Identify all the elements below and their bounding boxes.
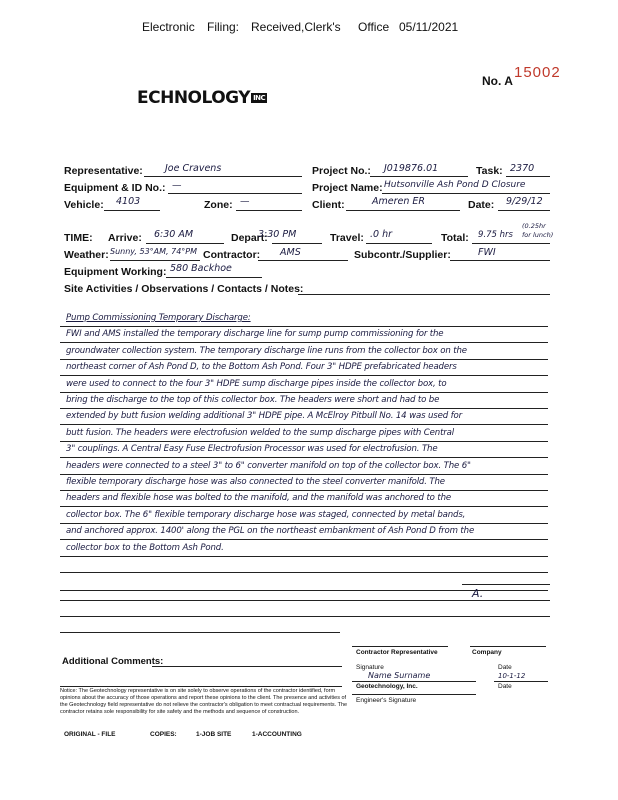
client-value: Ameren ER xyxy=(372,196,425,207)
travel-label: Travel: xyxy=(330,232,364,244)
additional-comments-label: Additional Comments: xyxy=(62,656,164,667)
footer-copies: COPIES: xyxy=(150,731,177,738)
client-label: Client: xyxy=(312,199,345,211)
company-label: Company xyxy=(472,649,502,656)
date-sig-label: Date xyxy=(498,664,512,671)
project-name-label: Project Name: xyxy=(312,182,383,194)
notes-text: butt fusion. The headers were electrofusion welded to the sump discharge pipes with Central xyxy=(66,427,455,438)
notes-text: 3" couplings. A Central Easy Fuse Electrofusion Processor was used for electrofusion. The xyxy=(66,444,438,455)
signature-line xyxy=(352,681,476,682)
travel-value: .0 hr xyxy=(370,229,393,240)
notes-text: bring the discharge to the top of this collector box. The headers were short and had to be xyxy=(66,395,440,405)
equipment-id-label: Equipment & ID No.: xyxy=(64,182,166,194)
blank-line xyxy=(60,600,550,601)
subcontr-underline xyxy=(450,260,550,261)
logo-suffix: INC xyxy=(253,94,266,102)
date-value: 9/29/12 xyxy=(506,196,543,207)
filing-received: Received,Clerk's xyxy=(251,20,341,34)
equipment-id-value: — xyxy=(172,180,182,191)
contractor-rep-line xyxy=(352,646,448,647)
arrive-label: Arrive: xyxy=(108,232,142,244)
time-label: TIME: xyxy=(64,232,93,244)
representative-label: Representative: xyxy=(64,165,143,177)
travel-underline xyxy=(366,243,432,244)
filing-office: Office xyxy=(358,20,390,34)
depart-value: 3:30 PM xyxy=(258,229,297,240)
vehicle-label: Vehicle: xyxy=(64,199,104,211)
initial-mark: A. xyxy=(472,587,484,600)
total-underline xyxy=(472,243,550,244)
zone-value: — xyxy=(240,196,250,207)
project-no-underline xyxy=(370,176,468,177)
project-name-underline xyxy=(382,193,550,194)
arrive-underline xyxy=(146,243,224,244)
footer-job-site: 1-JOB SITE xyxy=(196,731,232,738)
total-note-bottom: for lunch) xyxy=(522,231,554,239)
project-name-value: Hutsonville Ash Pond D Closure xyxy=(384,180,526,190)
additional-comments-line xyxy=(152,666,342,667)
weather-underline xyxy=(110,260,200,261)
task-label: Task: xyxy=(476,165,503,177)
notes-text: and anchored approx. 1400' along the PGL on the northeast embankment of Ash Pond D from the xyxy=(66,526,475,537)
filing-electronic: Electronic xyxy=(142,20,195,34)
contractor-underline xyxy=(258,260,348,261)
contractor-rep-label: Contractor Representative xyxy=(356,649,438,656)
date-underline xyxy=(498,210,550,211)
comments-line xyxy=(60,686,342,687)
notice-text: Notice: The Geotechnology representative is on site solely to observe operations of the contractor identified, form opinions about the accuracy of those operations and report these opinions to the client. The presence and activities of the Geotechnology field representative do not relieve the contractor's obligation to meet contractual requirements. The contractor retains sole responsibility for site safety and the methods and sequence of construction. xyxy=(60,688,348,715)
contractor-value: AMS xyxy=(280,247,301,258)
engineer-line xyxy=(352,694,476,695)
depart-underline xyxy=(272,243,322,244)
notes-text: groundwater collection system. The temporary discharge line runs from the collector box on the xyxy=(66,345,467,356)
contractor-label: Contractor: xyxy=(203,249,261,261)
filing-date: 05/11/2021 xyxy=(399,20,459,34)
notes-text: northeast corner of Ash Pond D, to the Bottom Ash Pond. Four 3" HDPE prefabricated headers xyxy=(66,362,457,373)
project-no-label: Project No.: xyxy=(312,165,371,177)
engineers-signature-label: Engineer's Signature xyxy=(356,697,417,704)
date-sig-line xyxy=(494,681,548,682)
task-value: 2370 xyxy=(510,163,535,174)
notes-text: extended by butt fusion welding additional 3" HDPE pipe. A McElroy Pitbull No. 14 was used for xyxy=(66,411,462,422)
site-activities-label: Site Activities / Observations / Contacts / Notes: xyxy=(64,283,304,295)
vehicle-underline xyxy=(104,210,160,211)
zone-label: Zone: xyxy=(204,199,233,211)
equipment-id-underline xyxy=(168,193,302,194)
notes-text: headers and flexible hose was bolted to the manifold, and the manifold was anchored to the xyxy=(66,493,452,504)
depart-label: Depart: xyxy=(231,232,268,244)
zone-underline xyxy=(236,210,302,211)
client-underline xyxy=(346,210,460,211)
initial-line-top xyxy=(462,584,550,585)
date-sig-value: 10-1-12 xyxy=(498,672,526,680)
notes-text: flexible temporary discharge hose was also connected to the steel converter manifold. The xyxy=(66,477,445,487)
arrive-value: 6:30 AM xyxy=(154,229,194,240)
signature-value: Name Surname xyxy=(368,671,431,680)
filing-filing: Filing: xyxy=(207,20,240,34)
blank-line xyxy=(60,556,548,573)
total-note-top: (0.25hr xyxy=(522,222,546,230)
notes-text: FWI and AMS installed the temporary discharge line for sump pump commissioning for the xyxy=(66,329,444,340)
blank-line xyxy=(60,632,340,633)
notes-heading: Pump Commissioning Temporary Discharge: xyxy=(66,313,251,323)
total-value: 9.75 hrs xyxy=(478,230,513,240)
footer-accounting: 1-ACCOUNTING xyxy=(252,731,302,738)
site-activities-underline xyxy=(298,294,550,295)
notes-text: were used to connect to the four 3" HDPE sump discharge pipes inside the collector box, to xyxy=(66,378,447,389)
form-serial-number: 15002 xyxy=(514,64,561,81)
project-no-value: J019876.01 xyxy=(384,163,439,174)
notes-text: headers were connected to a steel 3" to 6" converter manifold on top of the collector box. The 6" xyxy=(66,460,471,471)
weather-value: Sunny, 53°AM, 74°PM xyxy=(110,247,198,256)
equipment-working-label: Equipment Working: xyxy=(64,266,167,278)
subcontr-label: Subcontr./Supplier: xyxy=(354,249,451,261)
representative-underline xyxy=(144,176,302,177)
notes-text: collector box. The 6" flexible temporary discharge hose was staged, connected by metal bands, xyxy=(66,509,466,520)
vehicle-value: 4103 xyxy=(116,196,141,207)
equipment-working-value: 580 Backhoe xyxy=(170,263,232,274)
signature-label: Signature xyxy=(356,664,384,671)
task-underline xyxy=(506,176,550,177)
subcontr-value: FWI xyxy=(478,247,496,258)
geotechnology-label: Geotechnology, Inc. xyxy=(356,683,418,690)
equipment-working-underline xyxy=(166,277,262,278)
notes-text: collector box to the Bottom Ash Pond. xyxy=(66,542,224,553)
date-label: Date: xyxy=(468,199,495,211)
company-line xyxy=(470,646,546,647)
form-number-label: No. A xyxy=(482,74,513,88)
date2-label: Date xyxy=(498,683,512,690)
weather-label: Weather: xyxy=(64,249,109,261)
footer-original: ORIGINAL - FILE xyxy=(64,731,116,738)
company-logo xyxy=(137,88,267,108)
total-label: Total: xyxy=(441,232,469,244)
logo-text: ECHNOLOGY xyxy=(137,88,251,108)
representative-value: Joe Cravens xyxy=(165,163,222,174)
blank-line xyxy=(60,616,550,617)
